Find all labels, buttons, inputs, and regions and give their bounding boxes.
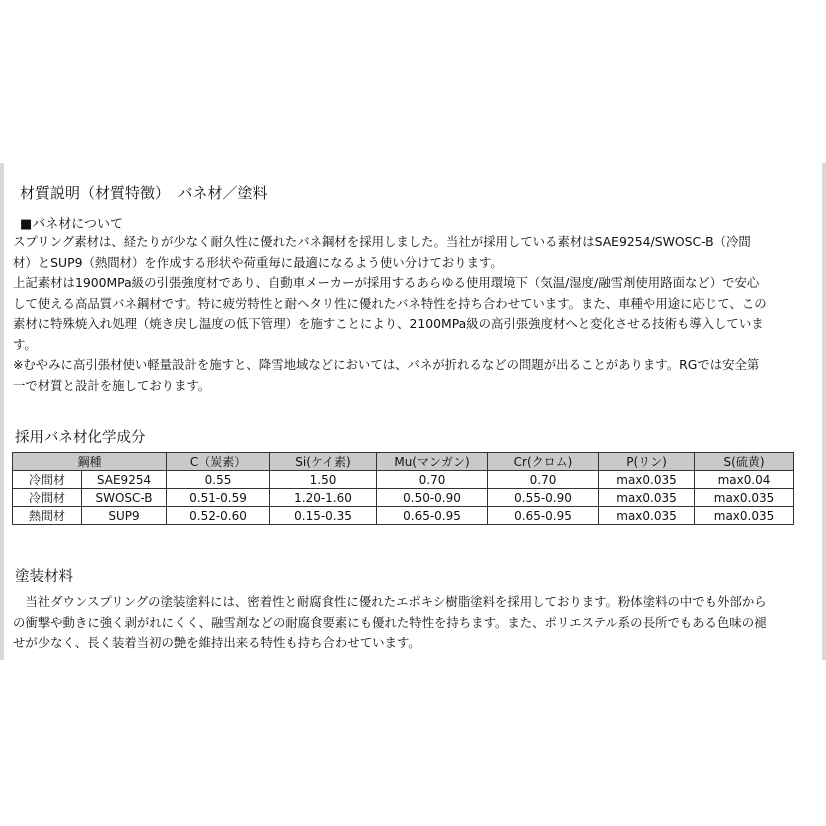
column-header: P(リン) [599, 453, 695, 471]
chemical-composition-table [12, 452, 794, 525]
paint-line: 当社ダウンスプリングの塗装塗料には、密着性と耐腐食性に優れたエポキシ樹脂塗料を採用しております。粉体塗料の中でも外部から [13, 594, 767, 609]
chem-section-heading: 採用バネ材化学成分 [15, 430, 146, 446]
paint-line: の衝撃や動きに強く剥がれにくく、融雪剤などの耐腐食要素にも優れた特性を持ちます。また、ポリエステル系の長所でもある色味の褪 [13, 614, 767, 630]
spring-line: 材）とSUP9（熱間材）を作成する形状や荷重毎に最適になるよう使い分けております。 [13, 254, 503, 270]
spring-line: 上記素材は1900MPa級の引張強度材であり、自動車メーカーが採用するあらゆる使用環境下（気温/湿度/融雪剤使用路面など）で安心 [13, 275, 760, 290]
table-cell: SUP9 [82, 507, 167, 525]
table-cell: 0.51-0.59 [167, 489, 270, 507]
table-cell: 0.65-0.95 [377, 507, 488, 525]
page-title: 材質説明（材質特徴） バネ材／塗料 [20, 184, 268, 202]
table-cell: max0.035 [695, 507, 794, 525]
column-header: Si(ケイ素) [270, 453, 377, 471]
table-cell: 0.52-0.60 [167, 507, 270, 525]
table-cell: 熱間材 [13, 507, 82, 525]
spring-line: して使える高品質バネ鋼材です。特に疲労特性と耐ヘタリ性に優れたバネ特性を持ち合わせています。また、車種や用途に応じて、この [13, 295, 767, 311]
column-header: C（炭素） [167, 453, 270, 471]
paint-paragraph [13, 592, 767, 654]
table-cell: max0.04 [695, 471, 794, 489]
table-cell: max0.035 [599, 471, 695, 489]
table-cell: SWOSC-B [82, 489, 167, 507]
table-cell: max0.035 [695, 489, 794, 507]
table-header-row [13, 453, 794, 471]
paint-line: せが少なく、長く装着当初の艶を維持出来る特性も持ち合わせています。 [13, 635, 421, 650]
column-header: 鋼種 [13, 453, 167, 471]
table-cell: max0.035 [599, 489, 695, 507]
table-row [13, 489, 794, 507]
table-cell: 冷間材 [13, 471, 82, 489]
spring-line: 一で材質と設計を施しております。 [13, 377, 211, 393]
table-cell: 0.15-0.35 [270, 507, 377, 525]
table-cell: 0.70 [488, 471, 599, 489]
table-cell: 0.70 [377, 471, 488, 489]
table-row [13, 507, 794, 525]
table-cell: SAE9254 [82, 471, 167, 489]
spring-section-heading: ■バネ材について [20, 217, 124, 232]
table-cell: 1.20-1.60 [270, 489, 377, 507]
column-header: S(硫黄) [695, 453, 794, 471]
table-cell: 0.50-0.90 [377, 489, 488, 507]
spring-line: 素材に特殊焼入れ処理（焼き戻し温度の低下管理）を施すことにより、2100MPa級の高引張強度材へと変化させる技術も導入していま [13, 316, 764, 331]
spring-line: す。 [13, 336, 37, 352]
column-header: Mu(マンガン) [377, 453, 488, 471]
table-cell: 0.65-0.95 [488, 507, 599, 525]
table-cell: 0.55 [167, 471, 270, 489]
table-row [13, 471, 794, 489]
table-cell: max0.035 [599, 507, 695, 525]
spring-paragraph [13, 232, 767, 396]
spring-line: スプリング素材は、経たりが少なく耐久性に優れたバネ鋼材を採用しました。当社が採用している素材はSAE9254/SWOSC-B（冷間 [13, 234, 751, 249]
column-header: Cr(クロム) [488, 453, 599, 471]
table-cell: 冷間材 [13, 489, 82, 507]
table-cell: 1.50 [270, 471, 377, 489]
spring-line: ※むやみに高引張材使い軽量設計を施すと、降雪地域などにおいては、バネが折れるなどの問題が出ることがあります。RGでは安全第 [13, 357, 760, 372]
table-cell: 0.55-0.90 [488, 489, 599, 507]
paint-section-heading: 塗装材料 [15, 569, 73, 585]
